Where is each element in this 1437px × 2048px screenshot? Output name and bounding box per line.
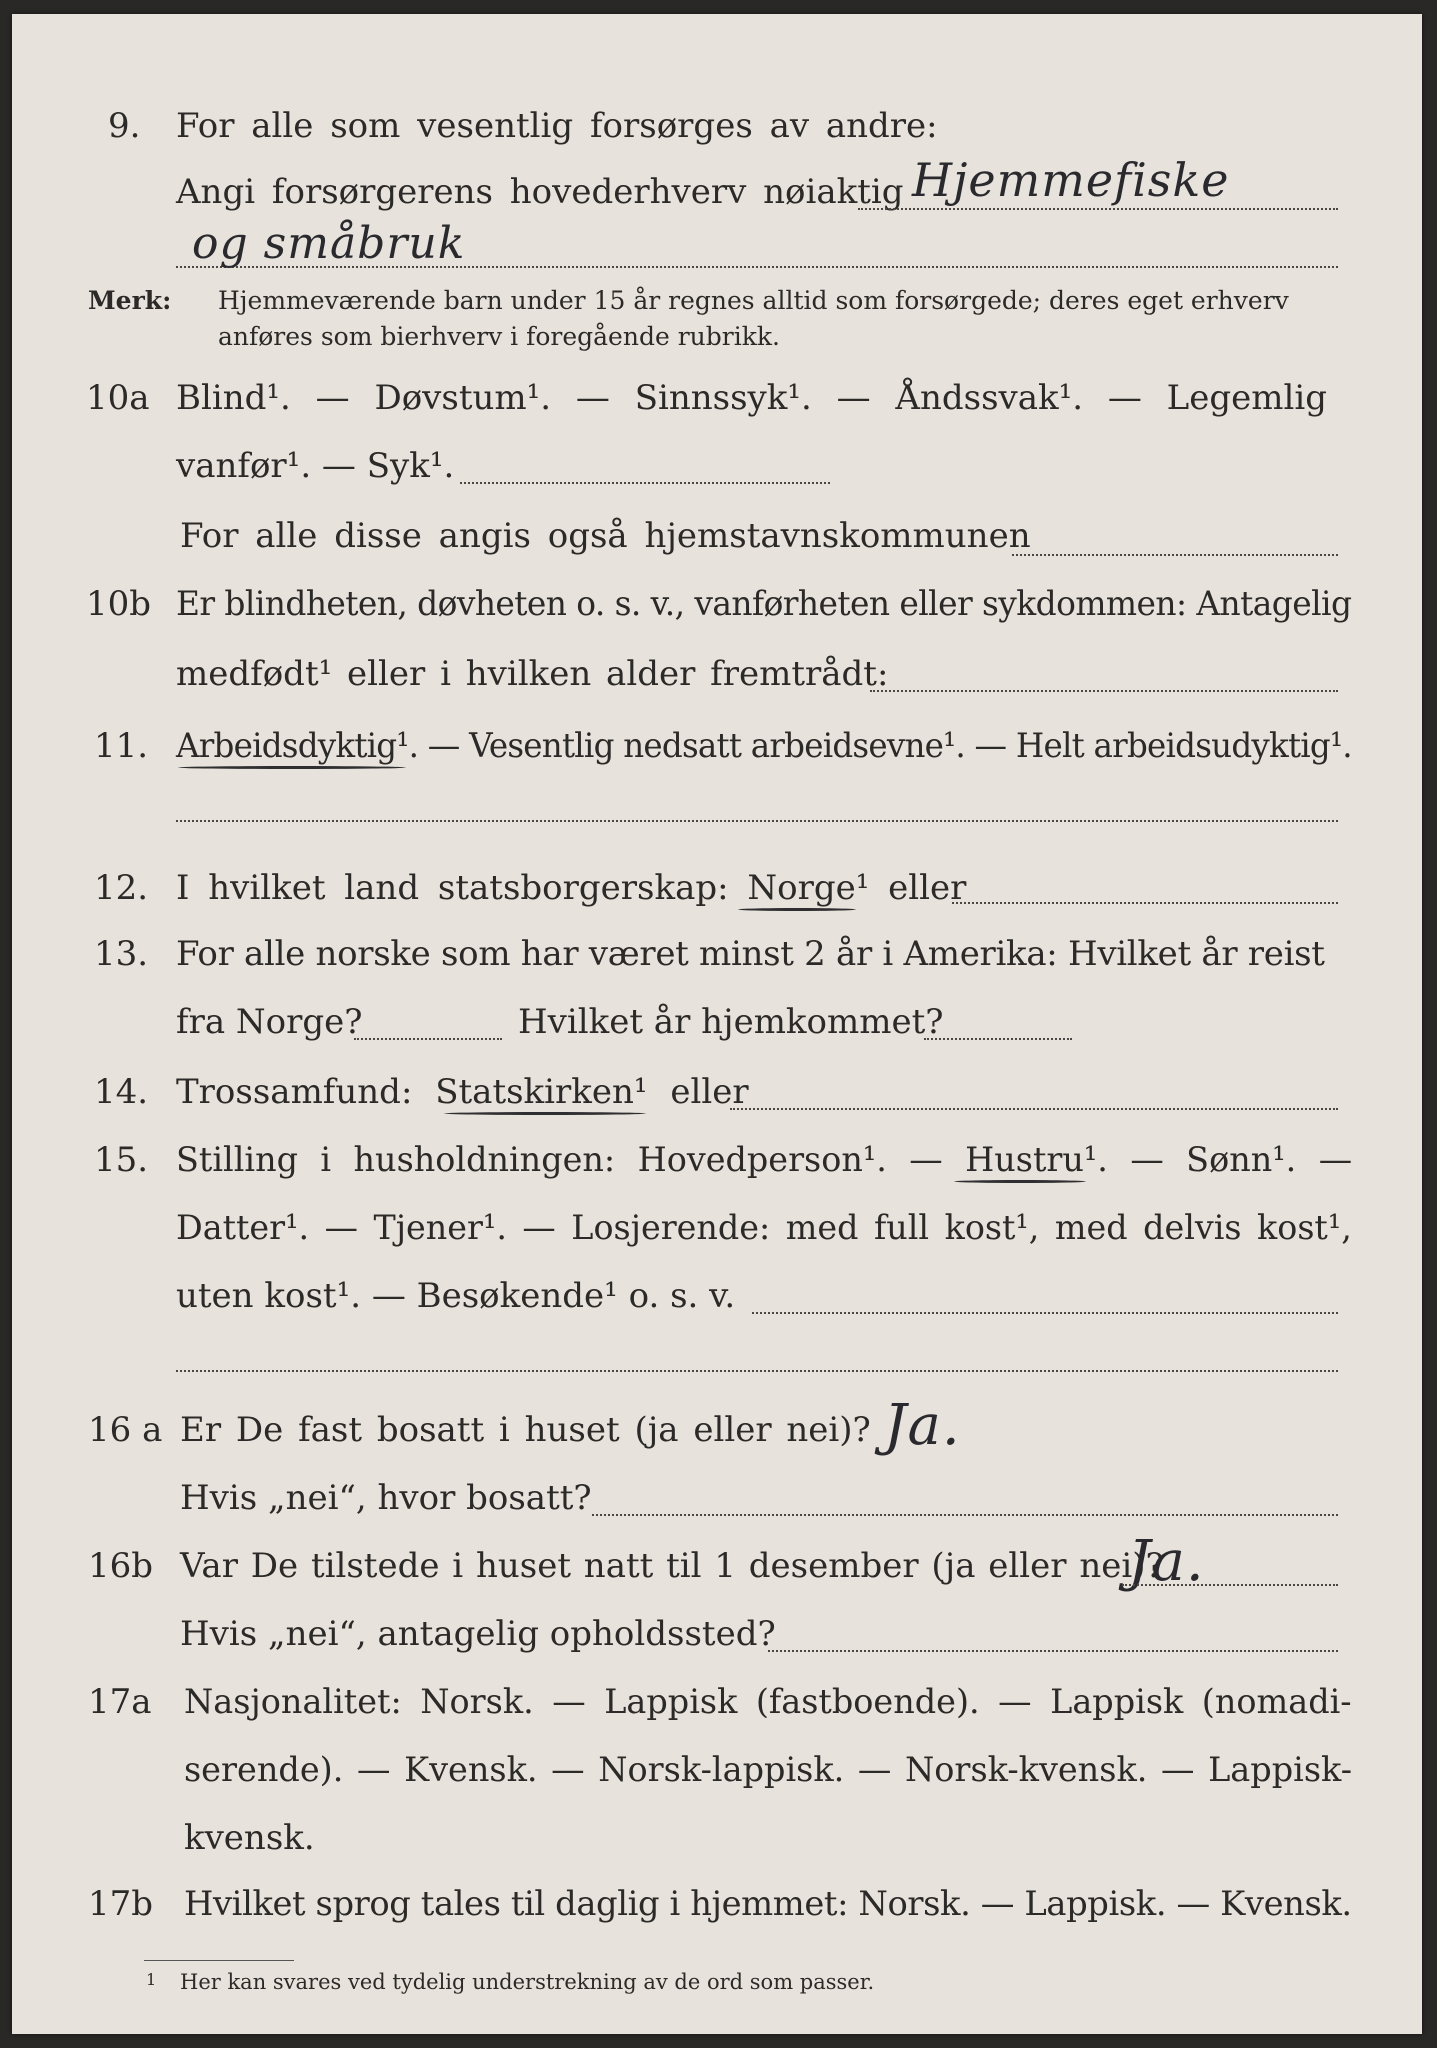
q10b-line2: medfødt¹ eller i hvilken alder fremtrådt: — [176, 654, 889, 694]
q16a-line1: Er De fast bosatt i huset (ja eller nei)? — [180, 1410, 871, 1450]
q16b-answer-line2 — [768, 1650, 1338, 1652]
q11-number: 11. — [94, 726, 149, 766]
footnote-text: Her kan svares ved tydelig understrekning av de ord som passer. — [180, 1970, 875, 1994]
q10a-number: 10a — [86, 378, 150, 418]
q9-number: 9. — [108, 106, 141, 146]
q16b-number: 16b — [88, 1546, 154, 1586]
q10a-answer-line2 — [1012, 554, 1338, 556]
q12-underline-norge — [738, 908, 856, 911]
q10b-answer-line — [870, 690, 1338, 692]
q17a-line2: serende). — Kvensk. — Norsk-lappisk. — Norsk-kvensk. — Lappisk- — [184, 1750, 1353, 1790]
q13-line2-part2: Hvilket år hjemkommet? — [518, 1002, 944, 1042]
footnote-marker: 1 — [146, 1970, 157, 1989]
q9-handwritten-answer2: og småbruk — [192, 218, 466, 269]
merk-label: Merk: — [88, 286, 172, 315]
q13-answer-line2 — [924, 1038, 1072, 1040]
q9-line2: Angi forsørgerens hovederhverv nøiaktig — [176, 172, 904, 212]
q17a-line3: kvensk. — [184, 1818, 315, 1858]
q17b-number: 17b — [88, 1884, 154, 1924]
q11-line1: Arbeidsdyktig¹. — Vesentlig nedsatt arbeidsevne¹. — Helt arbeidsudyktig¹. — [176, 726, 1352, 766]
q9-line1: For alle som vesentlig forsørges av andre: — [176, 106, 938, 146]
q15-answer-line1 — [752, 1312, 1338, 1314]
q15-underline-hustru — [954, 1180, 1086, 1183]
q9-handwritten-answer1: Hjemmefiske — [912, 153, 1230, 207]
q14-underline-statskirken — [444, 1112, 646, 1115]
q17a-number: 17a — [88, 1682, 152, 1722]
q12-number: 12. — [94, 868, 149, 908]
q12-answer-line — [952, 902, 1338, 904]
q15-line3: uten kost¹. — Besøkende¹ o. s. v. — [176, 1276, 736, 1316]
q16a-handwritten-answer: Ja. — [884, 1393, 961, 1458]
q17b-line1: Hvilket sprog tales til daglig i hjemmet: Norsk. — Lappisk. — Kvensk. — [184, 1884, 1352, 1924]
footnote-rule — [144, 1960, 294, 1961]
q13-number: 13. — [94, 934, 149, 974]
q12-line1: I hvilket land statsborgerskap: Norge¹ eller — [176, 868, 967, 908]
q10a-line1: Blind¹. — Døvstum¹. — Sinnssyk¹. — Åndssvak¹. — Legemlig — [176, 378, 1327, 418]
merk-line2: anføres som bierhverv i foregående rubrikk. — [218, 322, 780, 351]
q10a-line3: For alle disse angis også hjemstavnskommunen — [180, 516, 1031, 556]
q11-answer-line — [176, 820, 1338, 822]
q16b-answer-line1 — [1122, 1584, 1338, 1586]
q15-number: 15. — [94, 1140, 149, 1180]
census-form-page — [12, 14, 1422, 2034]
q13-line2-part1: fra Norge? — [176, 1002, 363, 1042]
q16a-line2: Hvis „nei“, hvor bosatt? — [180, 1478, 592, 1518]
q14-answer-line — [730, 1108, 1338, 1110]
q10b-line1: Er blindheten, døvheten o. s. v., vanførheten eller sykdommen: Antagelig — [176, 584, 1352, 624]
q13-line1: For alle norske som har været minst 2 år i Amerika: Hvilket år reist — [176, 934, 1325, 974]
q16b-line1: Var De tilstede i huset natt til 1 desember (ja eller nei)? — [180, 1546, 1164, 1586]
q16a-answer-line — [592, 1514, 1338, 1516]
merk-line1: Hjemmeværende barn under 15 år regnes alltid som forsørgede; deres eget erhverv — [218, 286, 1289, 315]
q13-answer-line1 — [354, 1038, 502, 1040]
q14-number: 14. — [94, 1072, 149, 1112]
q11-underline-arbeidsdyktig — [178, 766, 406, 769]
q17a-line1: Nasjonalitet: Norsk. — Lappisk (fastboende). — Lappisk (nomadi- — [184, 1682, 1352, 1722]
q15-answer-line2 — [176, 1370, 1338, 1372]
q10b-number: 10b — [86, 584, 152, 624]
q16b-handwritten-answer: Ja. — [1128, 1529, 1205, 1594]
q9-answer-line1 — [858, 208, 1338, 210]
q15-line2: Datter¹. — Tjener¹. — Losjerende: med full kost¹, med delvis kost¹, — [176, 1208, 1352, 1248]
q10a-answer-line1 — [460, 482, 830, 484]
q14-line1: Trossamfund: Statskirken¹ eller — [176, 1072, 749, 1112]
q16a-number: 16 a — [88, 1410, 163, 1450]
q15-line1: Stilling i husholdningen: Hovedperson¹. — Hustru¹. — Sønn¹. — — [176, 1140, 1353, 1180]
q16b-line2: Hvis „nei“, antagelig opholdssted? — [180, 1614, 776, 1654]
q10a-line2: vanfør¹. — Syk¹. — [176, 446, 455, 486]
